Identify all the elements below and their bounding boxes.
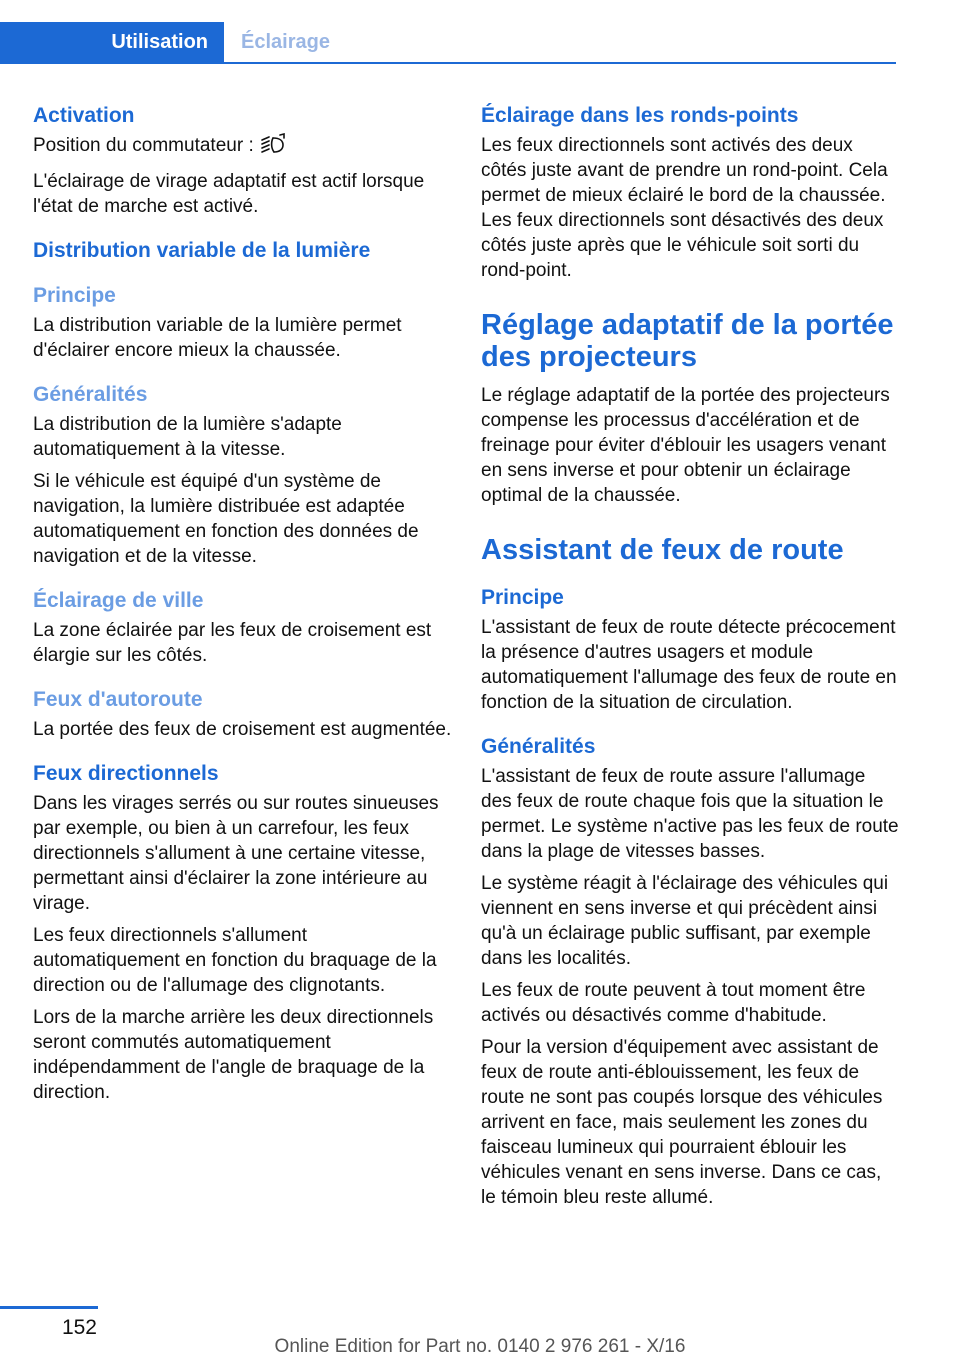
adaptive-light-switch-icon xyxy=(260,133,288,162)
page-number: 152 xyxy=(61,1316,97,1339)
generalites-paragraph-2: Si le véhicule est équipé d'un système de navigation, la lumière distribuée est adaptée automatiquement en fonction des données de navigation et de la vitesse. xyxy=(33,471,419,567)
directionnels-heading: Feux directionnels xyxy=(33,762,219,785)
directionnels-paragraph-2: Les feux directionnels s'allument automatiquement en fonction du braquage de la direction ou de l'allumage des clignotants. xyxy=(33,925,437,996)
assistant-generalites-paragraph-2: Le système réagit à l'éclairage des véhicules qui viennent en sens inverse et qui précèdent ainsi qu'à un éclairage public suffisant, par exemple dans les localités. xyxy=(481,873,889,969)
ville-heading: Éclairage de ville xyxy=(33,589,204,612)
right-column xyxy=(481,102,901,1217)
tab-eclairage: Éclairage xyxy=(241,31,330,53)
directionnels-paragraph-3: Lors de la marche arrière les deux directionnels seront commutés automatiquement indépendamment de l'angle de braquage de la direction. xyxy=(33,1007,434,1103)
assistant-generalites-heading: Généralités xyxy=(481,735,596,758)
principe-paragraph: La distribution variable de la lumière permet d'éclairer encore mieux la chaussée. xyxy=(33,315,402,361)
distribution-heading: Distribution variable de la lumière xyxy=(33,239,371,262)
reglage-heading: Réglage adaptatif de la portée des projecteurs xyxy=(481,309,894,373)
generalites-heading: Généralités xyxy=(33,383,148,406)
autoroute-paragraph: La portée des feux de croisement est augmentée. xyxy=(33,719,452,740)
page-number-rule xyxy=(0,1306,98,1309)
assistant-generalites-paragraph-4: Pour la version d'équipement avec assistant de feux de route anti-éblouissement, les feux de route ne sont pas coupés lorsque des véhicules arrivent en face, mais seulement les zones du faisceau lumineux qui pourraient éblouir les véhicules venant en sens inverse. Dans ce cas, le témoin bleu reste allumé. xyxy=(481,1037,883,1208)
autoroute-heading: Feux d'autoroute xyxy=(33,688,203,711)
rondpoint-paragraph: Les feux directionnels sont activés des deux côtés juste avant de prendre un rond-point. Cela permet de mieux éclairé le bord de la chaussée. Les feux directionnels sont désactivés des deux côtés juste après que le véhicule soit sorti du rond-point. xyxy=(481,135,888,281)
reglage-paragraph: Le réglage adaptatif de la portée des projecteurs compense les processus d'accélération et de freinage pour éviter d'éblouir les usagers venant en sens inverse et pour obtenir un éclairage optimal de la chaussée. xyxy=(481,385,890,506)
ville-paragraph: La zone éclairée par les feux de croisement est élargie sur les côtés. xyxy=(33,620,432,666)
assistant-generalites-paragraph-3: Les feux de route peuvent à tout moment être activés ou désactivés comme d'habitude. xyxy=(481,980,866,1026)
assistant-principe-heading: Principe xyxy=(481,586,564,609)
assistant-principe-paragraph: L'assistant de feux de route détecte précocement la présence d'autres usagers et module automatiquement l'allumage des feux de route en fonction de la situation de circulation. xyxy=(481,617,897,713)
header-tabs xyxy=(0,22,896,64)
assistant-generalites-paragraph-1: L'assistant de feux de route assure l'allumage des feux de route chaque fois que la situation le permet. Le système n'active pas les feux de route dans la plage de vitesses basses. xyxy=(481,766,899,862)
footer-edition: Online Edition for Part no. 0140 2 976 261 - X/16 xyxy=(274,1336,686,1357)
activation-text: Position du commutateur : xyxy=(33,135,254,156)
activation-paragraph-2: L'éclairage de virage adaptatif est actif lorsque l'état de marche est activé. xyxy=(33,171,425,217)
rondpoint-heading: Éclairage dans les ronds-points xyxy=(481,104,799,127)
principe-heading: Principe xyxy=(33,284,116,307)
assistant-heading: Assistant de feux de route xyxy=(481,534,844,566)
left-column xyxy=(33,102,453,1112)
generalites-paragraph-1: La distribution de la lumière s'adapte automatiquement à la vitesse. xyxy=(33,414,342,460)
tab-utilisation: Utilisation xyxy=(0,22,224,62)
activation-heading: Activation xyxy=(33,104,135,127)
activation-paragraph-1 xyxy=(33,133,453,162)
directionnels-paragraph-1: Dans les virages serrés ou sur routes sinueuses par exemple, ou bien à un carrefour, les feux directionnels s'allument à une certaine vitesse, permettant ainsi d'éclairer la zone intérieure au virage. xyxy=(33,793,439,914)
